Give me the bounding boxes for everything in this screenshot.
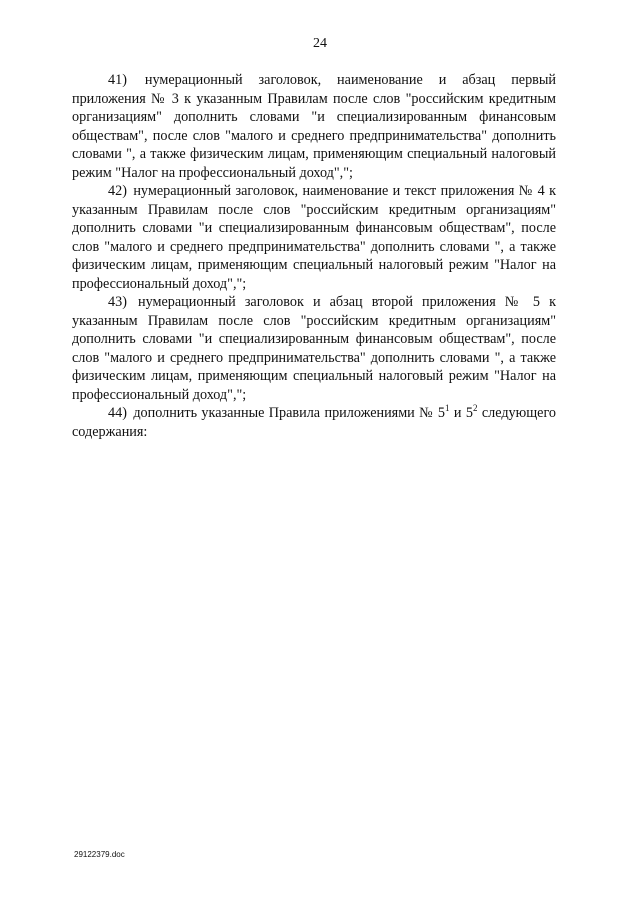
footer-doc-id: 29122379.doc — [74, 850, 125, 859]
paragraph-text-before: дополнить указанные Правила приложениями № 5 — [133, 405, 445, 421]
paragraph-text: нумерационный заголовок, наименование и абзац первый приложения № 3 к указанным Правилам после слов "российским кредитным организациям" дополнить словами "и специализированным финансовым обществам", после слов "малого и среднего предпринимательства" дополнить словами ", а также физическим лицам, применяющим специальный налоговый режим "Налог на профессиональный доход","; — [72, 72, 557, 181]
page-number: 24 — [313, 36, 327, 51]
document-body — [72, 71, 556, 441]
paragraph-42 — [72, 182, 556, 293]
item-number: 43) — [108, 294, 127, 310]
superscript-2: 2 — [472, 403, 478, 413]
item-number: 44) — [108, 405, 127, 421]
paragraph-44 — [72, 404, 556, 441]
paragraph-41 — [72, 71, 556, 182]
paragraph-text: нумерационный заголовок, наименование и текст приложения № 4 к указанным Правилам после слов "российским кредитным организациям" дополнить словами "и специализированным финансовым обществам", после слов "малого и среднего предпринимательства" дополнить словами ", а также физическим лицам, применяющим специальный налоговый режим "Налог на профессиональный доход","; — [72, 183, 556, 292]
paragraph-text-middle: и 5 — [449, 405, 473, 421]
superscript-1: 1 — [445, 403, 450, 413]
paragraph-text: нумерационный заголовок и абзац второй приложения № 5 к указанным Правилам после слов "российским кредитным организациям" дополнить словами "и специализированным финансовым обществам", после слов "малого и среднего предпринимательства" дополнить словами ", а также физическим лицам, применяющим специальный налоговый режим "Налог на профессиональный доход","; — [72, 294, 556, 403]
item-number: 42) — [108, 183, 127, 199]
paragraph-43 — [72, 293, 556, 404]
paragraph-text-after: следующего содержания: — [72, 405, 557, 440]
item-number: 41) — [108, 72, 127, 88]
